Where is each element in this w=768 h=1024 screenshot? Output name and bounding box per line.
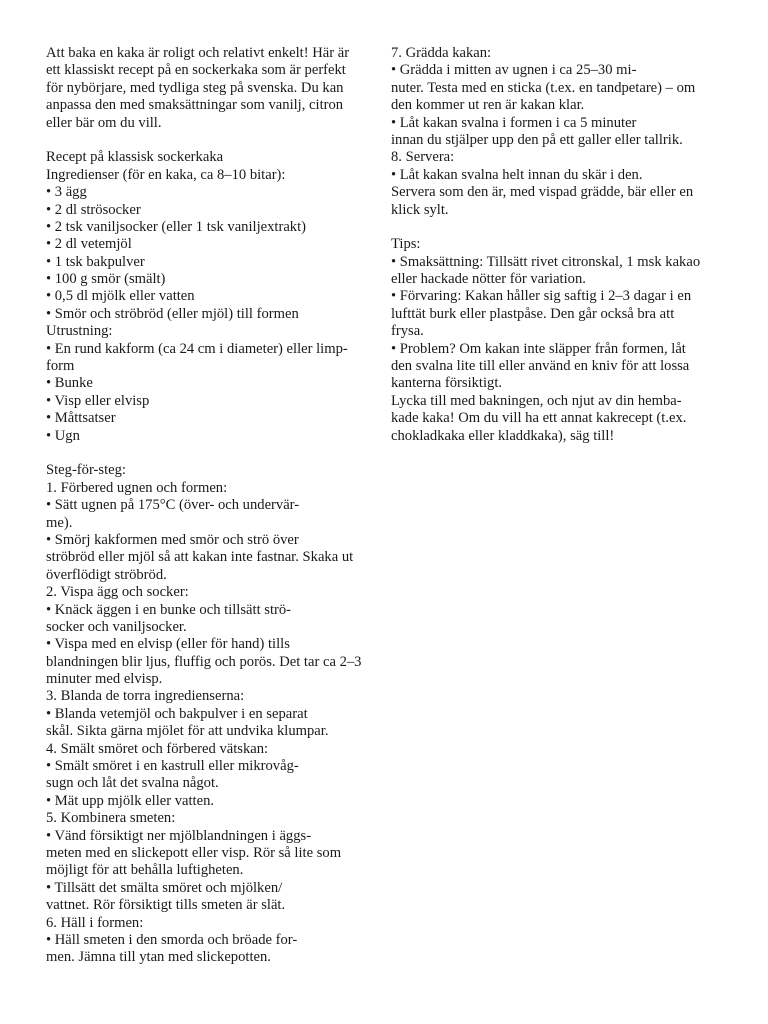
step-line: • Grädda i mitten av ugnen i ca 25–30 mi- (391, 62, 637, 79)
recipe-title: Recept på klassisk sockerkaka (46, 149, 224, 166)
ingredient-item: • 100 g smör (smält) (46, 271, 166, 288)
step-line: 3. Blanda de torra ingredienserna: (46, 688, 245, 705)
tip-line: • Problem? Om kakan inte släpper från formen, låt (391, 340, 686, 357)
tip-line: • Förvaring: Kakan håller sig saftig i 2–3 dagar i en (391, 288, 692, 305)
step-line: nuter. Testa med en sticka (t.ex. en tandpetare) – om (391, 79, 696, 96)
tip-line: lufttät burk eller plastpåse. Den går också bra att (391, 305, 675, 322)
step-line: 8. Servera: (391, 149, 455, 166)
step-line: • Knäck äggen i en bunke och tillsätt strö- (46, 601, 292, 618)
equipment-heading: Utrustning: (46, 323, 113, 340)
step-line: den kommer ut ren är kakan klar. (391, 97, 585, 114)
step-line: minuter med elvisp. (46, 671, 163, 688)
paragraph-gap (46, 132, 376, 149)
ingredient-item: • 2 dl vetemjöl (46, 236, 132, 253)
step-line: meten med en slickepott eller visp. Rör så lite som (46, 844, 342, 861)
tip-line: kanterna försiktigt. (391, 375, 503, 392)
equipment-list (46, 341, 376, 445)
equipment-item: • Visp eller elvisp (46, 392, 150, 409)
steps-list-part-2 (391, 45, 731, 219)
step-line: • Blanda vetemjöl och bakpulver i en separat (46, 705, 308, 722)
step-line: • Mät upp mjölk eller vatten. (46, 792, 215, 809)
step-line: socker och vaniljsocker. (46, 618, 187, 635)
equipment-item: • En rund kakform (ca 24 cm i diameter) eller limp- (46, 340, 348, 357)
step-line: 5. Kombinera smeten: (46, 810, 176, 827)
ingredient-item: • 2 tsk vaniljsocker (eller 1 tsk vaniljextrakt) (46, 218, 307, 235)
step-line: 7. Grädda kakan: (391, 45, 492, 61)
tips-list (391, 254, 731, 393)
steps-list-part-1 (46, 480, 376, 967)
tip-line: eller hackade nötter för variation. (391, 271, 586, 288)
intro-paragraph (46, 45, 376, 132)
step-line: klick sylt. (391, 201, 449, 218)
paragraph-gap (391, 219, 731, 236)
intro-line: Att baka en kaka är roligt och relativt enkelt! Här är (46, 45, 350, 61)
step-line: • Sätt ugnen på 175°C (över- och undervär- (46, 497, 300, 514)
ingredient-item: • Smör och ströbröd (eller mjöl) till formen (46, 305, 299, 322)
paragraph-gap (46, 445, 376, 462)
step-line: men. Jämna till ytan med slickepotten. (46, 949, 271, 966)
ingredient-item: • 0,5 dl mjölk eller vatten (46, 288, 195, 305)
step-line: blandningen blir ljus, fluffig och porös. Det tar ca 2–3 (46, 653, 362, 670)
ingredients-heading: Ingredienser (för en kaka, ca 8–10 bitar): (46, 166, 286, 183)
ingredient-item: • 2 dl strösocker (46, 201, 141, 218)
step-line: • Tillsätt det smälta smöret och mjölken/ (46, 879, 283, 896)
closing-line: kade kaka! Om du vill ha ett annat kakrecept (t.ex. (391, 410, 687, 427)
step-line: 6. Häll i formen: (46, 914, 144, 931)
step-line: • Smält smöret i en kastrull eller mikrovåg- (46, 758, 299, 775)
tips-heading: Tips: (391, 236, 421, 253)
equipment-item: • Måttsatser (46, 410, 116, 427)
intro-line: ett klassiskt recept på en sockerkaka som är perfekt (46, 62, 346, 79)
step-line: 4. Smält smöret och förbered vätskan: (46, 740, 269, 757)
step-line: • Smörj kakformen med smör och strö över (46, 531, 299, 548)
step-line: 2. Vispa ägg och socker: (46, 584, 189, 601)
left-column (46, 45, 376, 967)
step-line: möjligt för att behålla luftigheten. (46, 862, 244, 879)
ingredient-item: • 3 ägg (46, 184, 87, 201)
step-line: ströbröd eller mjöl så att kakan inte fastnar. Skaka ut (46, 549, 354, 566)
intro-line: anpassa den med smaksättningar som vanilj, citron (46, 97, 344, 114)
tip-line: frysa. (391, 323, 424, 340)
step-line: vattnet. Rör försiktigt tills smeten är slät. (46, 897, 286, 914)
ingredient-item: • 1 tsk bakpulver (46, 253, 145, 270)
equipment-item: form (46, 358, 75, 375)
step-line: sugn och låt det svalna något. (46, 775, 219, 792)
step-line: me). (46, 514, 73, 531)
steps-heading: Steg-för-steg: (46, 462, 126, 479)
equipment-item: • Bunke (46, 375, 93, 392)
right-column (391, 45, 731, 445)
step-line: skål. Sikta gärna mjölet för att undvika klumpar. (46, 723, 329, 740)
closing-line: chokladkaka eller kladdkaka), säg till! (391, 427, 615, 444)
step-line: 1. Förbered ugnen och formen: (46, 479, 228, 496)
equipment-item: • Ugn (46, 427, 80, 444)
tip-line: • Smaksättning: Tillsätt rivet citronskal, 1 msk kakao (391, 253, 701, 270)
step-line: • Låt kakan svalna i formen i ca 5 minuter (391, 114, 637, 131)
step-line: Servera som den är, med vispad grädde, bär eller en (391, 184, 694, 201)
intro-line: eller bär om du vill. (46, 114, 162, 131)
step-line: • Häll smeten i den smorda och bröade for- (46, 931, 298, 948)
ingredients-list (46, 184, 376, 323)
intro-line: för nybörjare, med tydliga steg på svenska. Du kan (46, 79, 344, 96)
closing-line: Lycka till med bakningen, och njut av din hemba- (391, 392, 682, 409)
step-line: • Vispa med en elvisp (eller för hand) tills (46, 636, 290, 653)
tip-line: den svalna lite till eller använd en kniv för att lossa (391, 358, 690, 375)
step-line: överflödigt ströbröd. (46, 566, 167, 583)
step-line: innan du stjälper upp den på ett galler eller tallrik. (391, 131, 683, 148)
step-line: • Vänd försiktigt ner mjölblandningen i äggs- (46, 827, 312, 844)
closing-paragraph (391, 393, 731, 445)
step-line: • Låt kakan svalna helt innan du skär i den. (391, 166, 643, 183)
